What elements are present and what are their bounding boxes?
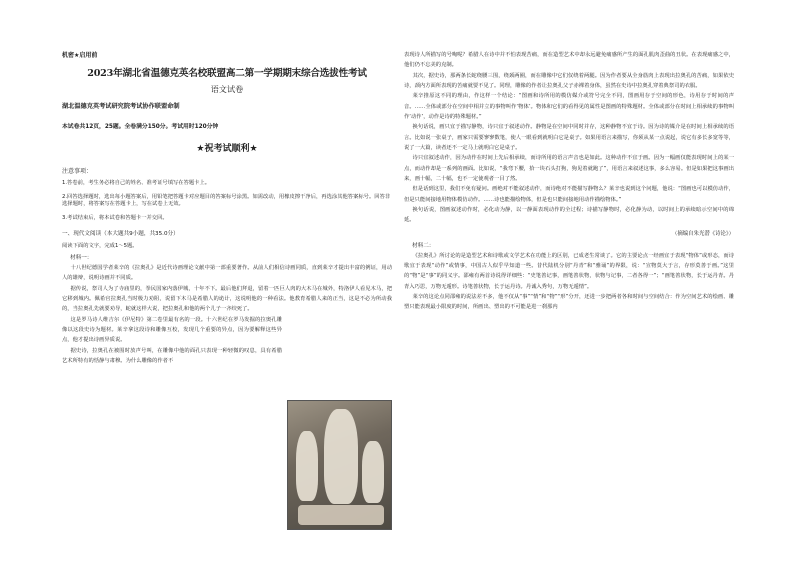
section-title: 一、现代文阅读（本大题共9小题，共35.0分） — [62, 230, 179, 237]
exam-title: 2023年湖北省温德克英名校联盟高二第一学期期末综合选拔性考试 — [87, 68, 367, 79]
paragraph: 这是罗马诗人维吉尔《伊尼特》第二卷里最有名的一段。十六世纪在罗马发掘的拉奥孔雕像以这段史诗为题材。莱辛拿这段诗和雕像互校，发现几个重要的异点，因为要解释这些异点，他才提出诗画异质说。 — [62, 316, 282, 344]
subject-label: 语文试卷 — [210, 84, 244, 94]
section-instruction: 阅读下面的文字，完成1～5题。 — [62, 242, 138, 249]
paragraph: 换句话说，图画叙述动作时，必化动为静，以一静面表现动作的全过程；诗描写静物时，必化静为动，以时间上的承续暗示空间中的绵延。 — [404, 206, 734, 224]
paragraph: 莱辛的这论点同邵雍的说法差不多，他不仅从“事”“情”和“物”“形”分开，还进一步把两者各和时间与空间结合：作为空间艺术的绘画、雕塑只能表现最小限度的时间，所画出、塑出的不可能是进一刹那内 — [404, 293, 734, 311]
organizer-label: 湖北温德克英考试研究院考试协作联盟命制 — [62, 103, 180, 110]
paragraph: 据史诗，拉奥孔在被围时放声号叫，在雕像中他的面孔只表现一种轻微的叹息，具有希腊艺术所特有的恬静与肃穆。为什么雕像的作者不 — [62, 347, 282, 364]
notice-heading: 注意事项： — [62, 168, 93, 175]
paragraph: 十八世纪德国学者莱辛的《拉奥孔》是近代诗画理论文献中第一部重要著作。从前人们相信诗画同质，直到莱辛才提出丰富的例证，用动人的雄辩，说明诗画并不同质。 — [62, 265, 392, 282]
notice-item: 2.回答选择题时，选出每小题答案后，用铅笔把答题卡对应题目的答案标号涂黑。如需改动，用橡皮擦干净后，再选涂其他答案标号。回答非选择题时，将答案写在答题卡上，写在试卷上无效。 — [62, 193, 391, 208]
paragraph: 但是话到这里，我们不免有疑问。画绝对不能叙述动作，而诗绝对不能描写静物么？莱辛也说到这个问题，他说：“图画也可以模仿动作，但是只能间接地用物体模仿动作。……诗也能描绘物体，但是也只能间接地用动作描绘物体。” — [404, 186, 734, 203]
notice-item: 1.答卷前，考生务必将自己的姓名、准考证号填写在答题卡上。 — [62, 180, 211, 186]
paragraph: 换句话说，画只宜于描写静物，诗只宜于叙述动作。静物是在空间中同时并存，这种静物不宜于诗。因为诗的媒介是在时间上相承续的语言。比如说一张桌子，画家只需要寥寥数笔，使人一眼看到就明白它是桌子。如果用语言来描写，你须从某一点说起，说它有多长多宽等等，说了一大篇，读者还不一定马上就明白它是桌子。 — [404, 124, 734, 151]
paragraph: 诗只宜叙述动作，因为动作在时间上先后相承续，而诗所用的语言声音也是如此。这种动作不宜于画。因为一幅画仅能表现时间上的某一点，而动作却是一系列的画面。比如说，“我弯下腰，拾一块石头打狗，狗见着就跑了”，用语言来叙述这事，多么容易。但是如果把这事画出来，画十幅，二十幅，也不一定使观者一目了然。 — [404, 155, 734, 182]
notice-block — [62, 166, 392, 223]
paragraph: 《拉奥孔》所讨论的是造型艺术和诗歌或文学艺术在功能上的区别，已成老生常谈了。它的主要论点一经画宜于表现“物体”或形态，而诗歌宜于表现“动作”或情事，中国古人似乎早知道一些。昔代陆机分别“丹青”和“雅诵”的界限，说：“宣物莫大于言，存形莫善于画。”这里的“物”是“事”的同义字。邵雍有两首诗说得详细些：“史笔善记事，画笔善状物，状物与记事，二者各得一”；“画笔善状物，长于运丹青。丹青入巧思，万物无遁形。诗笔善状物，长于运丹诗。丹诚入秀句，万物无遁情”。 — [404, 252, 734, 290]
notice-item: 3.考试结束后，将本试卷和答题卡一并交回。 — [62, 215, 168, 222]
material-1-label: 材料一： — [70, 255, 93, 262]
paragraph: 据传说，祭司人为了寺庙里的，拳民国家内落伊城，十年不下。最后他们拜退，留着一匹巨人肉的大木马在城外，特洛伊人看见木马，把它移到城内。佩希官拉奥孔当时极力劝阻，说留下木马是希腊人的诡计，这说明他的一种看法。他教育希腊人来的正当，这是不必为所动我的，当拉奥孔先就要劝导，蛇就这样大说，把拉奥孔和他的两个儿子一齐绞死了。 — [62, 285, 392, 313]
paragraph: 表现诗人所描写的号啕呢？希腊人在诗中并不怕表现苦痛，而在造型艺术中却永远避免痛感所产生的面孔肌肉歪曲的丑状。在表现痛感之中，他们仍不忘美的克制。 — [404, 52, 734, 69]
paragraph: 莱辛推原这不同的理由，作这样一个结论：“图画和诗所用的模仿媒介或符号完全不同，图画用存于空间的形色，诗用存于时间的声音。……全体或部分在空间中相并立的事物叫作‘物体’。物体和它们的看得见的属性是图画的特殊题材。全体或部分在时间上相承续的事物叫作‘动作’，动作是诗的特殊题材。” — [404, 93, 734, 120]
laocoon-sculpture-image — [287, 400, 392, 530]
exam-info: 本试卷共12页，25题。全卷满分150分。考试用时120分钟 — [62, 124, 219, 130]
left-column — [62, 50, 392, 366]
good-luck-banner: ★祝考试顺利★ — [196, 144, 258, 154]
right-column — [404, 50, 734, 313]
paragraph: 其次，据史诗，那两条长蛇绕腰三围，绕颈两圈，而在雕像中它们仅绕着两腿。因为作者要从全身筋肉上表现出拉奥孔的苦痛，如果依史诗，颈内方面所表现的苦痛就要不见了。同理，雕像的作者让拉奥孔父子赤裸着身体，虽然在史诗中拉奥孔穿着典祭司的衣服。 — [404, 72, 734, 89]
source-citation: （摘编自朱光潜《诗论》） — [672, 230, 734, 237]
secret-label: 机密★启用前 — [62, 52, 98, 59]
material-2-label: 材料二： — [412, 242, 435, 249]
